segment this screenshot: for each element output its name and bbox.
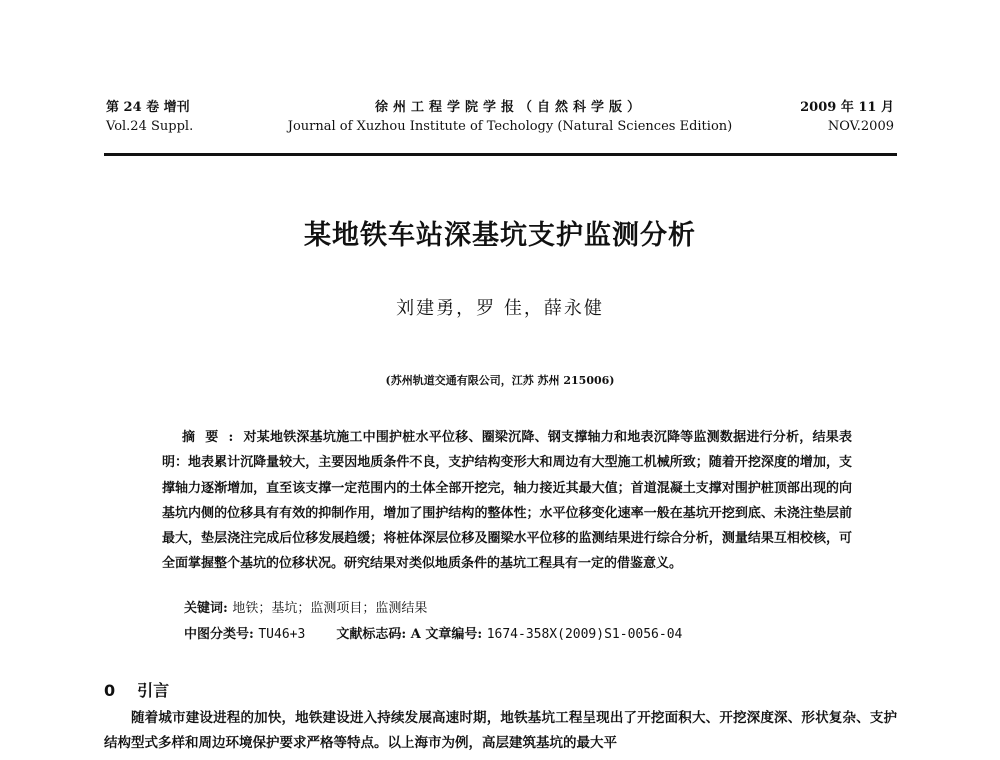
article-number-label: 文章编号: [425,627,483,642]
keywords [184,597,427,616]
volume: 第 24 卷 增刊 [106,100,190,115]
abstract-label: 摘要: [182,430,244,445]
abstract-text: 对某地铁深基坑施工中围护桩水平位移、圈梁沉降、钢支撑轴力和地表沉降等监测数据进行分析，结果表明：地表累计沉降量较大，主要因地质条件不良，支护结构变形大和周边有大型施工机械所致；随着开挖深度的增加，支撑轴力逐渐增加，直至该支撑一定范围内的土体全部开挖完，轴力接近其最大值；首道混凝土支撑对围护桩顶部出现的向基坑内侧的位移具有有效的抑制作用，增加了围护结构的整体性；水平位移变化速率一般在基坑开挖到底、未浇注垫层前最大，垫层浇注完成后位移发展趋缓；将桩体深层位移及圈梁水平位移的监测结果进行综合分析，测量结果互相校核，可全面掌握整个基坑的位移状况。研究结果对类似地质条件的基坑工程具有一定的借鉴意义。 [162,430,852,572]
section-number: 0 [104,681,116,700]
section-title: 引言 [137,681,170,700]
clc-label: 中图分类号: [184,627,254,642]
keywords-label: 关键词: [184,601,228,616]
volume-en: Vol.24 Suppl. [106,119,194,134]
header-center [250,98,770,136]
header-rule [104,153,897,156]
header-right [800,98,894,136]
clc-value: TU46+3 [258,627,306,642]
date: 2009 年 11 月 [800,100,894,115]
section-body: 随着城市建设进程的加快，地铁建设进入持续发展高速时期，地铁基坑工程呈现出了开挖面积大、开挖深度深、形状复杂、支护结构型式多样和周边环境保护要求严格等特点。以上海市为例，高层建筑基坑的最大平 [104,710,897,751]
article-number-value: 1674-358X(2009)S1-0056-04 [486,627,683,642]
classification-line [184,623,682,642]
doc-code-value: A [410,627,421,642]
journal-cn: 徐州工程学院学报（自然科学版） [374,100,645,115]
header-left [106,98,193,136]
paper-title: 某地铁车站深基坑支护监测分析 [304,220,696,251]
keywords-text: 地铁；基坑；监测项目；监测结果 [232,601,428,616]
section-heading [104,678,169,701]
date-en: NOV.2009 [827,119,894,134]
affiliation: (苏州轨道交通有限公司，江苏 苏州 215006) [385,374,615,387]
journal-en: Journal of Xuzhou Institute of Techology (Natural Sciences Edition) [287,119,733,134]
abstract [162,425,852,577]
doc-code-label: 文献标志码: [336,627,407,642]
authors: 刘建勇，罗 佳，薛永健 [396,298,604,319]
